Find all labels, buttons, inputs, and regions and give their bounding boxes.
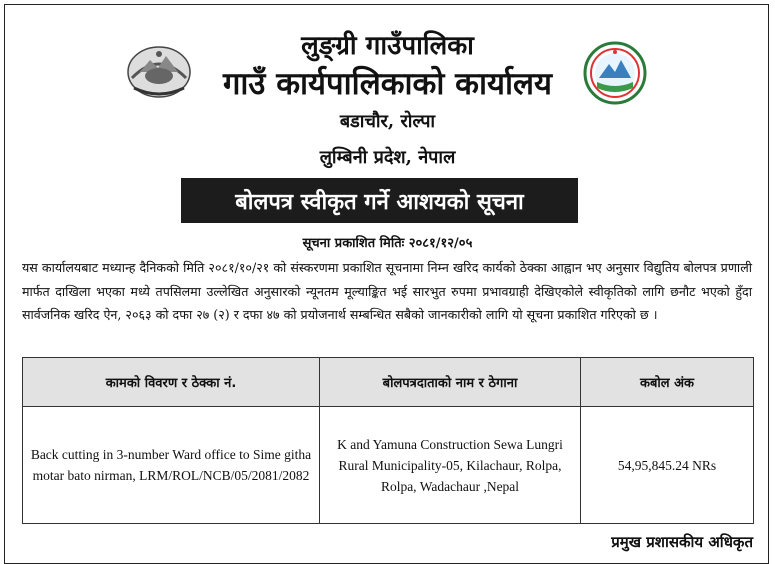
published-date: सूचना प्रकाशित मितिः २०८१/१२/०५ [302, 236, 473, 251]
bid-table [22, 357, 754, 524]
work-description: Back cutting in 3-number Ward office to Sime githa motar bato nirman, LRM/ROL/NCB/05/2081/2082 [23, 407, 320, 524]
office-location: बडाचौर, रोल्पा [339, 111, 436, 132]
header-bidder: बोलपत्रदाताको नाम र ठेगाना [320, 358, 581, 407]
municipality-name: लुङ्ग्री गाउँपालिका [301, 31, 474, 61]
municipality-logo-icon [583, 40, 647, 106]
notice-body: यस कार्यालयबाट मध्यान्ह दैनिकको मिति २०८१/१०/२१ को संस्करणमा प्रकाशित सूचनामा निम्न खरिद कार्यको ठेक्का आह्वान भए अनुसार विद्युतिय बोलपत्र प्रणाली मार्फत दाखिला भएका मध्ये तपसिलमा उल्लेखित अनुसारको न्यूनतम मूल्याङ्कित भई सारभुत रुपमा प्रभावग्राही देखिएकोले स्वीकृतिको लागि छनौट भएको हुँदा सार्वजनिक खरिद ऐन, २०६३ को दफा २७ (२) र दफा ४७ को प्रयोजनार्थ सम्बन्धित सबैको जानकारीको लागि यो सूचना प्रकाशित गरिएको छ । [22, 260, 752, 322]
signatory-title: प्रमुख प्रशासकीय अधिकृत [611, 533, 753, 551]
table-header-row [23, 358, 754, 407]
header-description: कामको विवरण र ठेक्का नं. [23, 358, 320, 407]
bidder-name-address: K and Yamuna Construction Sewa Lungri Rural Municipality-05, Kilachaur, Rolpa, Rolpa, Wadachaur ,Nepal [320, 407, 581, 524]
bid-amount: 54,95,845.24 NRs [581, 407, 754, 524]
province-name: लुम्बिनी प्रदेश, नेपाल [319, 147, 456, 168]
notice-title: बोलपत्र स्वीकृत गर्ने आशयको सूचना [181, 178, 578, 223]
office-name: गाउँ कार्यपालिकाको कार्यालय [222, 66, 553, 102]
table-row [23, 407, 754, 524]
header-amount: कबोल अंक [581, 358, 754, 407]
